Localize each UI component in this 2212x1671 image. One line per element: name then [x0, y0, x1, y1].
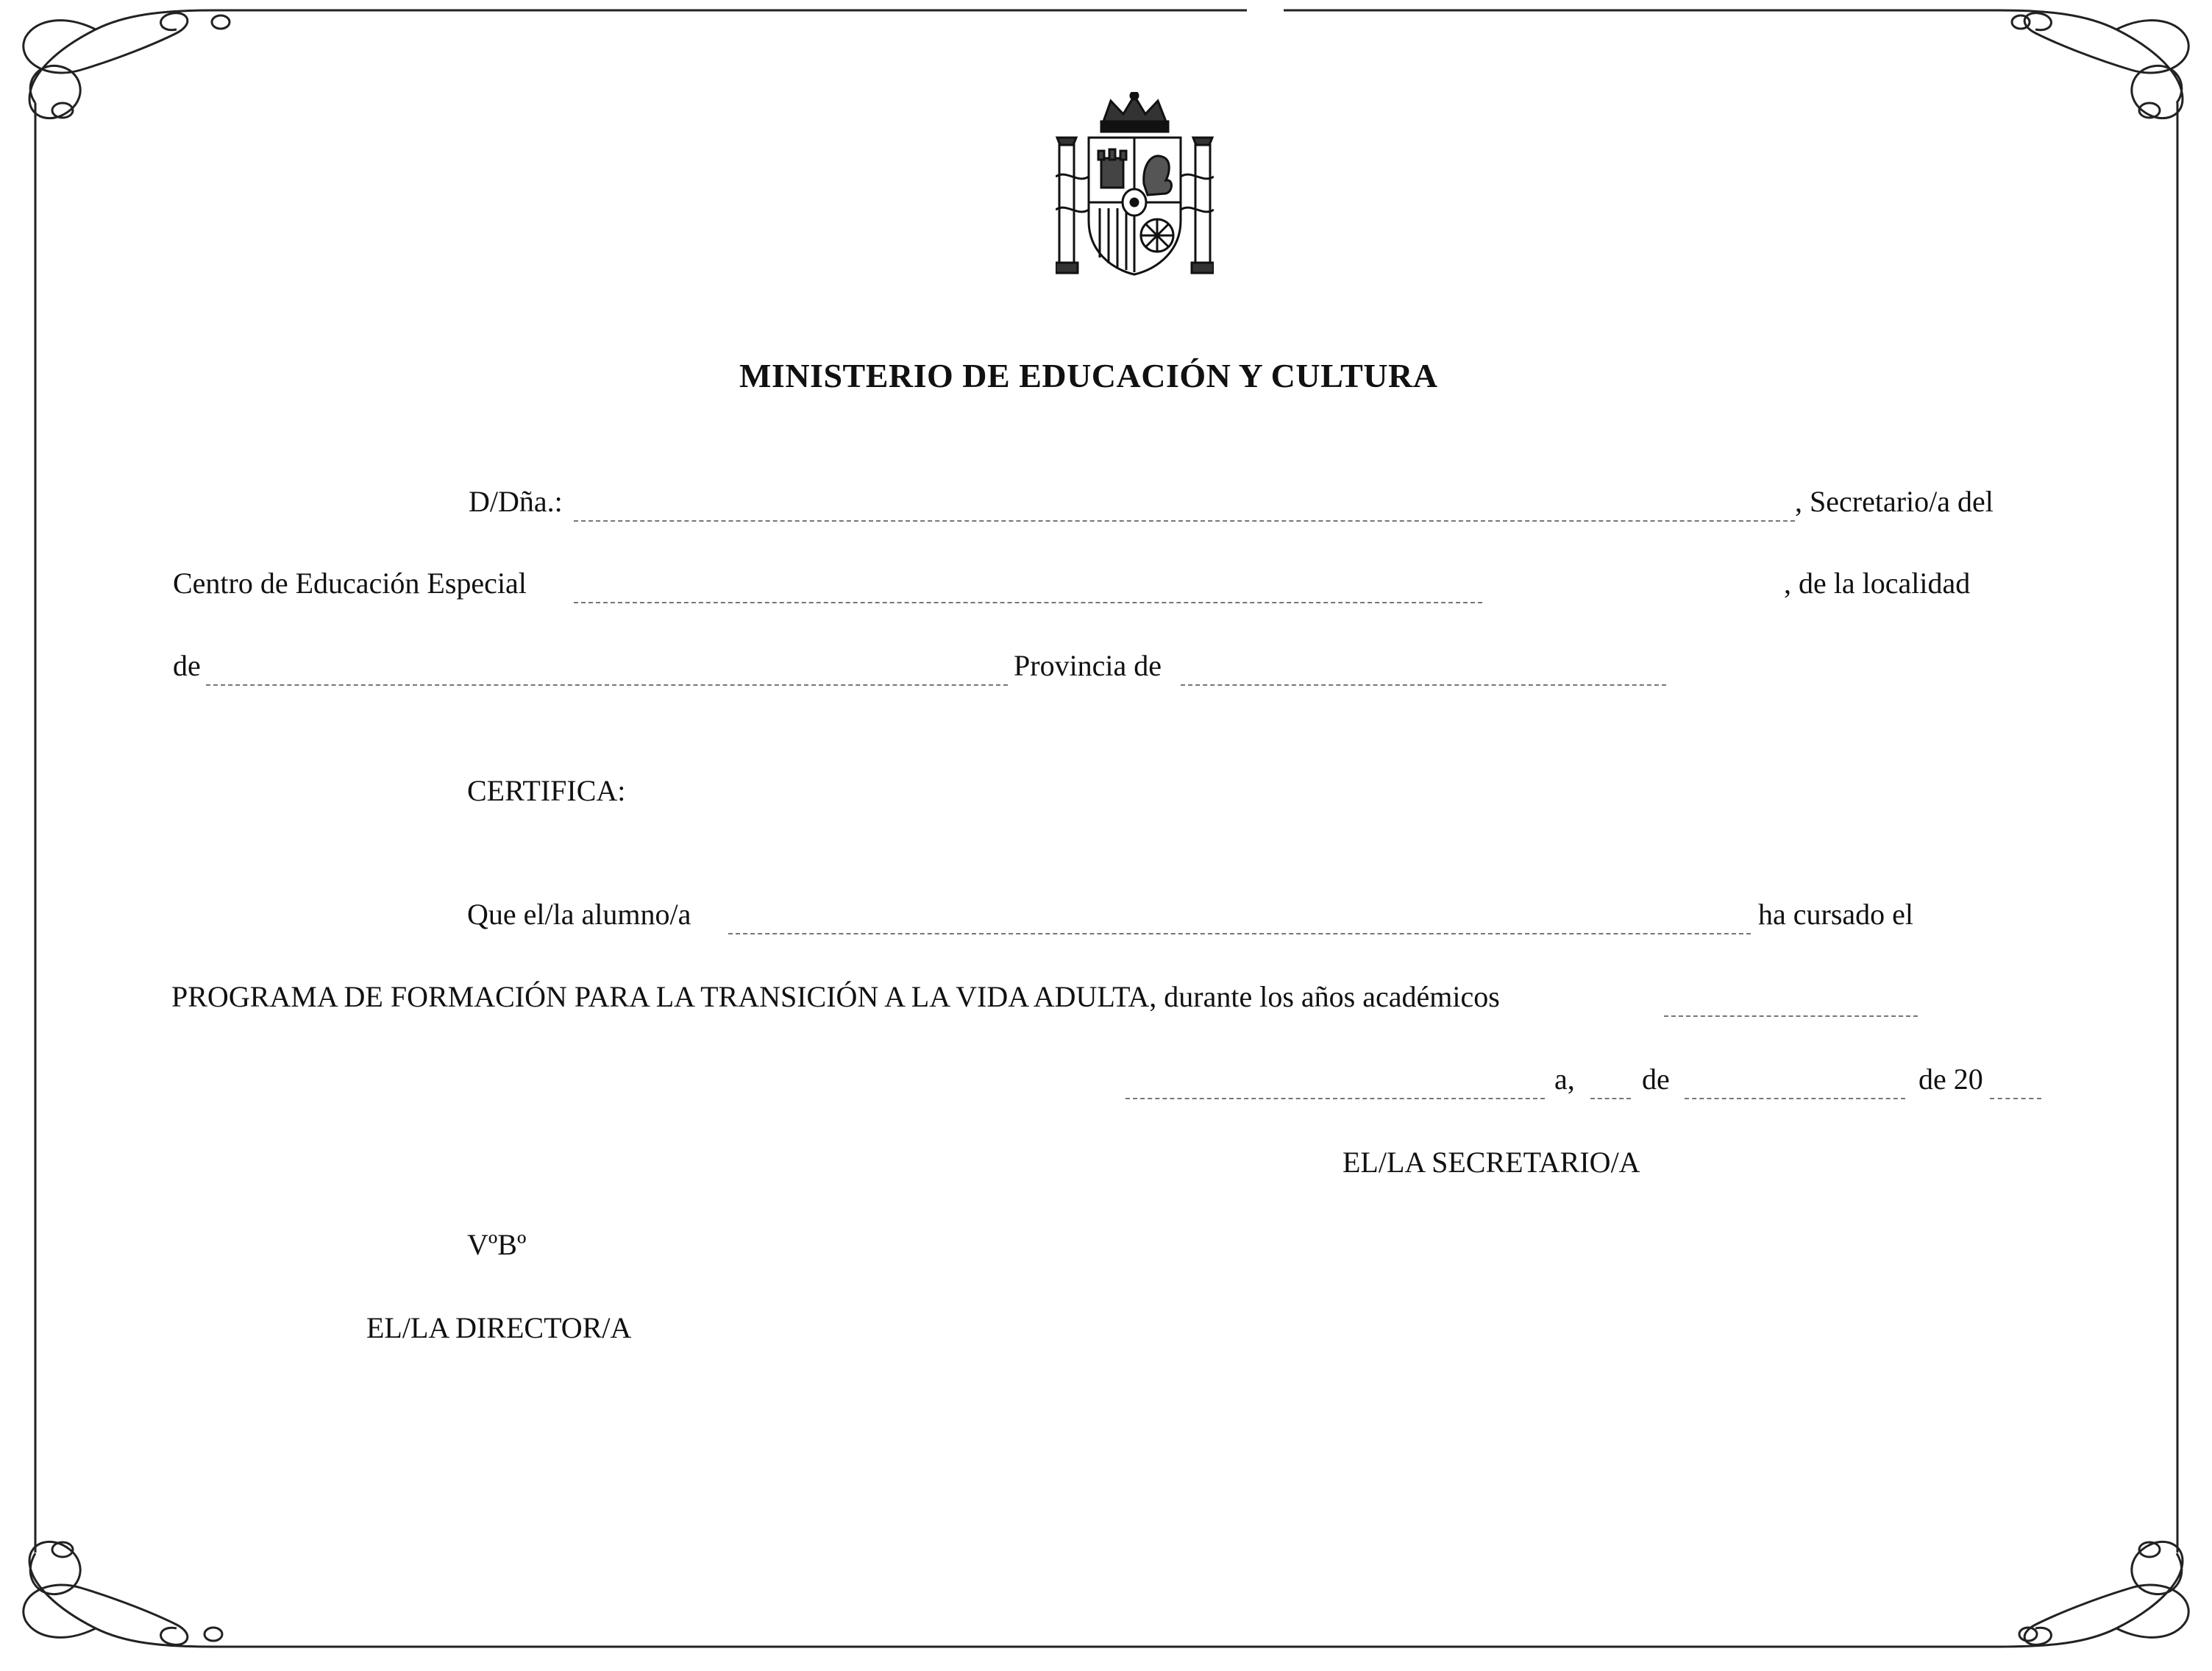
year-blank-line[interactable] [1990, 1098, 2041, 1099]
programa-text: PROGRAMA DE FORMACIÓN PARA LA TRANSICIÓN A LA VIDA ADULTA, durante los años académicos [171, 980, 1500, 1013]
date-de-text: de [1642, 1062, 1670, 1096]
flourish-bottom-right-icon [1999, 1541, 2188, 1647]
day-blank-line[interactable] [1590, 1098, 1631, 1099]
centro-label: Centro de Educación Especial [173, 567, 527, 600]
flourish-top-right-icon [1999, 10, 2188, 118]
spanish-coat-of-arms-icon [1056, 92, 1214, 280]
de-label: de [173, 649, 201, 682]
alumno-label: Que el/la alumno/a [467, 898, 691, 931]
place-blank-line[interactable] [1125, 1098, 1545, 1099]
centro-blank-line[interactable] [574, 602, 1482, 603]
flourish-bottom-left-icon [24, 1541, 222, 1647]
ha-cursado-text: ha cursado el [1758, 898, 1914, 931]
localidad-blank-line[interactable] [206, 684, 1008, 686]
date-year-text: de 20 [1918, 1062, 1983, 1096]
provincia-blank-line[interactable] [1181, 684, 1666, 686]
name-blank-line[interactable] [574, 520, 1795, 522]
flourish-top-left-icon [24, 10, 230, 118]
certifica-heading: CERTIFICA: [467, 774, 626, 807]
vobo-label: VºBº [467, 1228, 527, 1261]
provincia-label: Provincia de [1014, 649, 1162, 682]
anos-academicos-blank-line[interactable] [1664, 1015, 1918, 1017]
localidad-text: , de la localidad [1784, 567, 1971, 600]
date-a-text: a, [1554, 1062, 1575, 1096]
secretario-signature-label: EL/LA SECRETARIO/A [1343, 1146, 1640, 1179]
month-blank-line[interactable] [1685, 1098, 1905, 1099]
director-signature-label: EL/LA DIRECTOR/A [366, 1311, 632, 1344]
alumno-blank-line[interactable] [728, 933, 1751, 934]
dona-label: D/Dña.: [469, 485, 563, 518]
secretario-del-text: , Secretario/a del [1795, 485, 1994, 518]
document-title: MINISTERIO DE EDUCACIÓN Y CULTURA [739, 357, 1438, 394]
